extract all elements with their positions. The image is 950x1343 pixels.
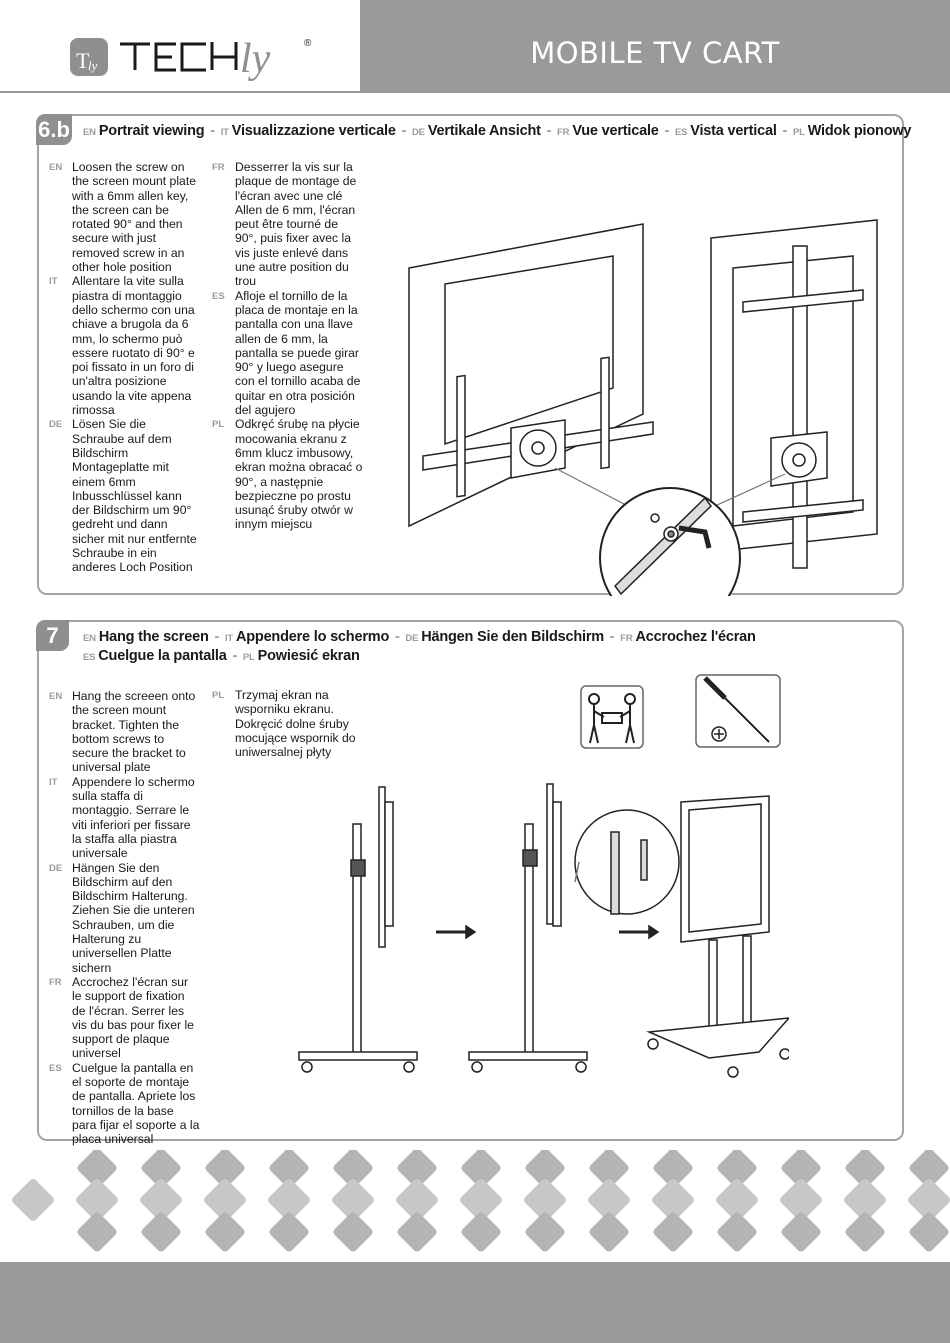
instruction-en: EN Hang the screeen onto the screen mount bracket. Tighten the bottom screws to secure the bracket to universal plate [49,689,196,775]
footer-diamond [844,1211,886,1253]
footer-diamond [908,1211,950,1253]
instruction-pl: PL Trzymaj ekran na wsporniku ekranu. Dokręcić dolne śruby mocujące wspornik do uniwersalnej płyty [212,688,356,760]
instruction-fr: FR Accrochez l'écran sur le support de fixation de l'écran. Serrer les vis du bas pour fixer le support de plaque universel [49,974,194,1061]
step-title-line-2: ES Cuelgue la pantalla - PL Powiesić ekran [83,648,360,664]
instruction-en: EN Loosen the screw on the screen mount plate with a 6mm allen key, the screen can be rotated 90° and then secure with just removed screw in an other hole position [49,160,196,275]
screen-rotation-illustration [405,216,895,596]
instruction-fr: FR Desserrer la vis sur la plaque de montage de l'écran avec une clé Allen de 6 mm, l'écran peut être tourné de 90°, puis fixer avec la vis juste enlevé dans une autre position du trou [212,160,357,289]
footer-diamond [780,1211,822,1253]
instructions-column-right [202,160,363,532]
footer-diamond [716,1211,758,1253]
svg-text:TECHly: TECHly [68,30,72,31]
instructions-column-right [202,688,356,760]
instructions-column-left [39,160,197,575]
page-header [0,0,950,95]
page-title: MOBILE TV CART [530,36,780,70]
techly-logo [68,30,328,90]
footer-diamond [268,1211,310,1253]
footer-diamond [524,1211,566,1253]
two-person-lift-icon [580,685,644,749]
footer-diamond [460,1211,502,1253]
footer-band [0,1262,950,1343]
step-number-badge: 6.b [36,114,72,145]
instruction-es: ES Cuelgue la pantalla en el soporte de montaje de pantalla. Apriete los tornillos de la base para fijar el soporte a la placa universal [49,1060,200,1147]
hang-screen-illustration [289,782,789,1082]
header-rule [0,91,950,93]
footer-diamond [140,1211,182,1253]
step-title: EN Portrait viewing - IT Visualizzazione verticale - DE Vertikale Ansicht - FR Vue verticale - ES Vista vertical - PL Widok pionowy [83,123,912,139]
footer-diamond [396,1211,438,1253]
svg-text:T: T [76,48,90,73]
footer-diamond [652,1211,694,1253]
instruction-it: IT Allentare la vite sulla piastra di montaggio dello schermo con una chiave a brugola da 6 mm, lo schermo può essere ruotato di 90° e poi fissato in un foro di un'altra posizione usando la vite appena rimossa [49,274,195,418]
footer-diamond [332,1211,374,1253]
svg-text:ly: ly [88,58,98,73]
step-title-line-1: EN Hang the screen - IT Appendere lo schermo - DE Hängen Sie den Bildschirm - FR Accrochez l'écran [83,629,756,645]
phillips-screwdriver-icon [695,674,781,748]
footer-diamond-pattern [0,1150,950,1262]
footer-diamond [204,1211,246,1253]
footer-diamond [588,1211,630,1253]
svg-text:ly: ly [240,36,271,82]
instructions-column-left [39,689,200,1147]
instruction-pl: PL Odkręć śrubę na płycie mocowania ekranu z 6mm klucz imbusowy, ekran można obracać o 90°, a następnie bezpieczne po prostu usunąć śruby otwór w innym miejscu [212,417,363,532]
footer-diamond [76,1211,118,1253]
instruction-es: ES Afloje el tornillo de la placa de montaje en la pantalla con una llave allen de 6 mm, la pantalla se puede girar 90° y luego asegure con el tornillo acaba de quitar en otra posición del agujero [212,288,361,418]
step-7-panel [37,620,904,1147]
svg-text:®: ® [304,38,312,49]
step-6b-panel [37,114,912,595]
instruction-de: DE Hängen Sie den Bildschirm auf den Bildschirm Halterung. Ziehen Sie die unteren Schrauben, um die Halterung zu universellen Platte sichern [49,860,195,975]
instruction-de: DE Lösen Sie die Schraube auf dem Bildschirm Montageplatte mit einem 6mm Inbusschlüssel kann der Bildschirm um 90° gedreht und dann sicher mit nur entfernte Schraube in ein anderes Loch Position [49,417,197,575]
instruction-it: IT Appendere lo schermo sulla staffa di montaggio. Serrare le viti inferiori per fissare la staffa alla piastra universale [49,774,195,861]
header-band [360,0,950,92]
step-number-badge: 7 [36,620,69,651]
footer-diamond [10,1177,55,1222]
